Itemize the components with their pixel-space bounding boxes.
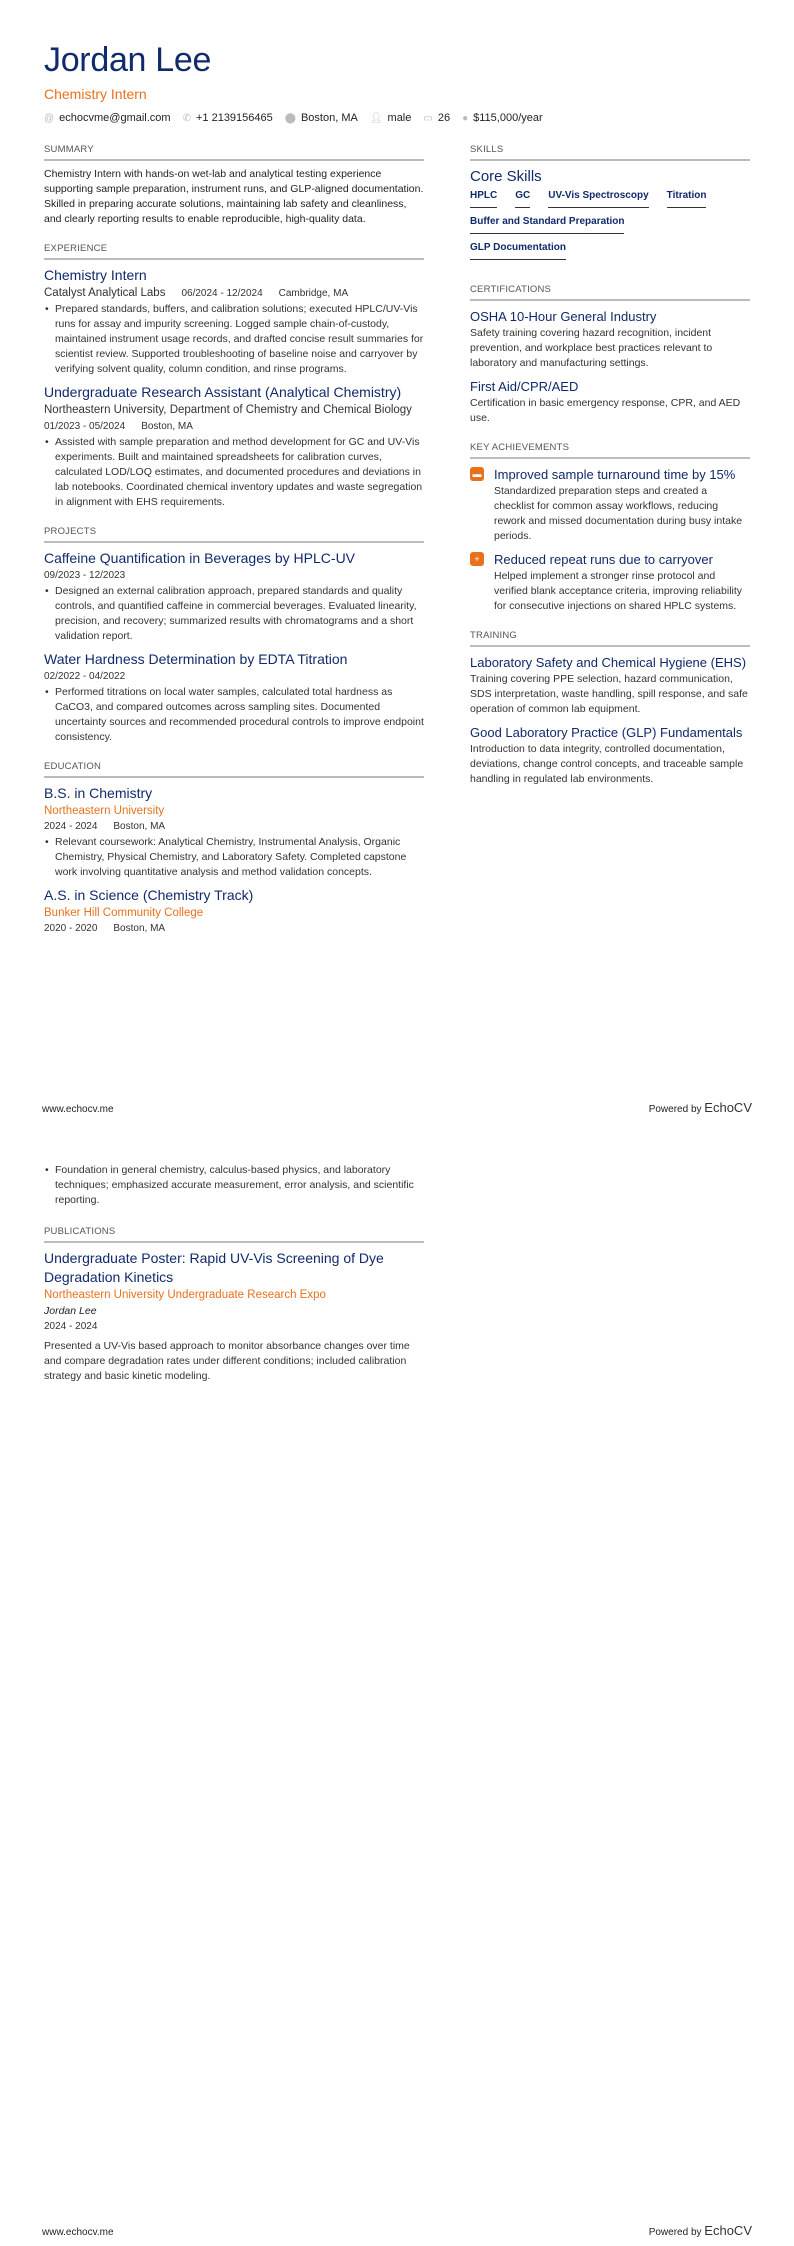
phone-icon: ✆ bbox=[182, 112, 191, 124]
company: Catalyst Analytical Labs bbox=[44, 287, 166, 299]
education-item bbox=[44, 784, 424, 880]
person-icon: 👤︎ bbox=[369, 112, 383, 124]
bullet: • Relevant coursework: Analytical Chemistry, Instrumental Analysis, Organic Chemistry, Physical Chemistry, and Laboratory Safety. Completed capstone work involving quantitative analysis and method validation concepts. bbox=[44, 835, 424, 880]
section-heading: SKILLS bbox=[470, 144, 750, 161]
project-title: Water Hardness Determination by EDTA Titration bbox=[44, 651, 348, 667]
publication-author: Jordan Lee bbox=[44, 1305, 97, 1317]
money-icon: ● bbox=[462, 112, 469, 124]
powered-by: Powered by bbox=[648, 1104, 702, 1115]
school: Bunker Hill Community College bbox=[44, 907, 204, 919]
skill-tag: Titration bbox=[667, 190, 707, 208]
cert-text: Safety training covering hazard recognition, incident prevention, and workplace best practices relevant to laboratory and manufacturing settings. bbox=[470, 327, 713, 369]
training-title: Good Laboratory Practice (GLP) Fundamentals bbox=[470, 725, 743, 740]
skill-tag: Buffer and Standard Preparation bbox=[470, 216, 624, 234]
section-heading: PUBLICATIONS bbox=[44, 1226, 424, 1243]
resume-page-2 bbox=[0, 1123, 794, 2246]
chat-icon: ▬ bbox=[470, 467, 484, 481]
project-title: Caffeine Quantification in Beverages by HPLC-UV bbox=[44, 550, 356, 566]
dates: 09/2023 - 12/2023 bbox=[44, 570, 126, 581]
location: Boston, MA bbox=[300, 112, 358, 124]
document-plus-icon: + bbox=[470, 552, 484, 566]
skill-group-title: Core Skills bbox=[470, 168, 542, 185]
bullet: • Designed an external calibration approach, prepared standards and quality controls, and quantified caffeine in commercial beverages. Evaluated linearity, precision, and recovery; summarized results with chromatograms and a short validation report. bbox=[44, 584, 424, 644]
dates: 2024 - 2024 bbox=[44, 821, 98, 832]
section-heading: EDUCATION bbox=[44, 761, 424, 778]
page-footer bbox=[42, 1100, 752, 1115]
skill-tag: HPLC bbox=[470, 190, 497, 208]
job-title: Chemistry Intern bbox=[44, 267, 147, 283]
location: Boston, MA bbox=[113, 923, 166, 934]
experience-item bbox=[44, 266, 424, 377]
phone[interactable]: +1 2139156465 bbox=[195, 112, 273, 124]
company: Northeastern University, Department of Chemistry and Chemical Biology bbox=[44, 404, 412, 416]
candidate-name: Jordan Lee bbox=[44, 41, 212, 79]
bullet: • Prepared standards, buffers, and calibration solutions; executed HPLC/UV-Vis runs for assay and impurity screening. Logged sample chain-of-custody, maintained instrument usage records, and drafted concise result summaries for scientist review. Supported troubleshooting of baseline noise and carryover by verifying solvent quality, column condition, and rinse programs. bbox=[44, 302, 424, 377]
achievement-item bbox=[470, 465, 750, 544]
job-title: Undergraduate Research Assistant (Analytical Chemistry) bbox=[44, 384, 402, 400]
achievement-item bbox=[470, 550, 750, 614]
location: Boston, MA bbox=[113, 821, 166, 832]
page-footer bbox=[42, 2223, 752, 2238]
section-heading: TRAINING bbox=[470, 630, 750, 647]
achievement-title: Improved sample turnaround time by 15% bbox=[494, 467, 736, 482]
location: Boston, MA bbox=[141, 421, 193, 432]
project-item bbox=[44, 650, 424, 745]
candidate-title: Chemistry Intern bbox=[44, 86, 147, 102]
publications-section bbox=[44, 1226, 424, 1384]
summary-text: Chemistry Intern with hands-on wet-lab and analytical testing experience supporting sample preparation, instrument runs, and GLP-aligned documentation. Skilled in preparing accurate solutions, maintaining lab safety and cleanliness, and clearly reporting results to enable reproducible, high-quality data. bbox=[44, 168, 424, 225]
bullet: • Assisted with sample preparation and method development for GC and UV-Vis experiments. Built and maintained spreadsheets for calibration curves, calculated LOD/LOQ estimates, and documented procedures and deviations in lab notebooks. Coordinated chemical inventory updates and waste segregation in alignment with EHS requirements. bbox=[44, 435, 424, 510]
cert-title: OSHA 10-Hour General Industry bbox=[470, 309, 657, 324]
achievement-text: Helped implement a stronger rinse protocol and verified blank acceptance criteria, improving reliability for consecutive injections on shared HPLC systems. bbox=[494, 570, 743, 612]
skill-tag: UV-Vis Spectroscopy bbox=[548, 190, 648, 208]
publication-title: Undergraduate Poster: Rapid UV-Vis Screening of Dye Degradation Kinetics bbox=[44, 1250, 384, 1285]
location-icon: ⬤ bbox=[284, 112, 296, 124]
summary-section bbox=[44, 144, 424, 227]
cert-text: Certification in basic emergency response, CPR, and AED use. bbox=[470, 397, 741, 424]
gender: male bbox=[387, 112, 412, 124]
training-text: Training covering PPE selection, hazard communication, SDS interpretation, waste handling, spill response, and safe operation of common lab equipment. bbox=[470, 673, 748, 715]
email[interactable]: echocvme@gmail.com bbox=[59, 112, 171, 124]
achievements-section bbox=[470, 442, 750, 614]
bullet: • Performed titrations on local water samples, calculated total hardness as CaCO3, and compared outcomes across sampling sites. Documented uncertainty sources and recommended procedural controls to improve endpoint consistency. bbox=[44, 685, 424, 745]
salary: $115,000/year bbox=[473, 112, 543, 124]
contact-row bbox=[44, 112, 750, 124]
footer-url[interactable]: www.echocv.me bbox=[42, 2227, 114, 2238]
cert-title: First Aid/CPR/AED bbox=[470, 379, 579, 394]
section-heading: SUMMARY bbox=[44, 144, 424, 161]
achievement-title: Reduced repeat runs due to carryover bbox=[494, 552, 713, 567]
school: Northeastern University bbox=[44, 805, 165, 817]
footer-url[interactable]: www.echocv.me bbox=[42, 1104, 114, 1115]
section-heading: PROJECTS bbox=[44, 526, 424, 543]
training-text: Introduction to data integrity, controlled documentation, deviations, change control concepts, and traceable sample handling in regulated lab environments. bbox=[470, 743, 744, 785]
dates: 06/2024 - 12/2024 bbox=[181, 288, 263, 299]
dates: 02/2022 - 04/2022 bbox=[44, 671, 126, 682]
at-icon: @ bbox=[44, 112, 55, 124]
section-heading: EXPERIENCE bbox=[44, 243, 424, 260]
calendar-icon: ▭ bbox=[423, 112, 433, 124]
brand-logo[interactable]: EchoCV bbox=[704, 1100, 752, 1115]
education-item bbox=[44, 886, 424, 937]
experience-item bbox=[44, 383, 424, 510]
degree: A.S. in Science (Chemistry Track) bbox=[44, 887, 254, 903]
powered-by: Powered by bbox=[648, 2227, 702, 2238]
education-section bbox=[44, 761, 424, 937]
skill-tag: GLP Documentation bbox=[470, 242, 566, 260]
skill-tag: GC bbox=[515, 190, 530, 208]
section-heading: CERTIFICATIONS bbox=[470, 284, 750, 301]
age: 26 bbox=[437, 112, 451, 124]
dates: 01/2023 - 05/2024 bbox=[44, 421, 126, 432]
section-heading: KEY ACHIEVEMENTS bbox=[470, 442, 750, 459]
training-section bbox=[470, 630, 750, 787]
location: Cambridge, MA bbox=[278, 288, 349, 299]
experience-section bbox=[44, 243, 424, 510]
publication-text: Presented a UV-Vis based approach to monitor absorbance changes over time and compare degradation rates under different conditions; included calibration strategy and basic kinetic modeling. bbox=[44, 1340, 410, 1382]
bullet: • Foundation in general chemistry, calculus-based physics, and laboratory techniques; emphasized accurate measurement, error analysis, and scientific reporting. bbox=[44, 1163, 424, 1208]
degree: B.S. in Chemistry bbox=[44, 785, 153, 801]
project-item bbox=[44, 549, 424, 644]
dates: 2020 - 2020 bbox=[44, 923, 98, 934]
brand-logo[interactable]: EchoCV bbox=[704, 2223, 752, 2238]
skills-section bbox=[470, 144, 750, 268]
training-title: Laboratory Safety and Chemical Hygiene (EHS) bbox=[470, 655, 747, 670]
dates: 2024 - 2024 bbox=[44, 1321, 98, 1332]
achievement-text: Standardized preparation steps and created a checklist for common assay workflows, reducing rework and missed documentation during busy intake periods. bbox=[494, 485, 743, 542]
publication-venue: Northeastern University Undergraduate Research Expo bbox=[44, 1289, 326, 1301]
certifications-section bbox=[470, 284, 750, 426]
projects-section bbox=[44, 526, 424, 745]
